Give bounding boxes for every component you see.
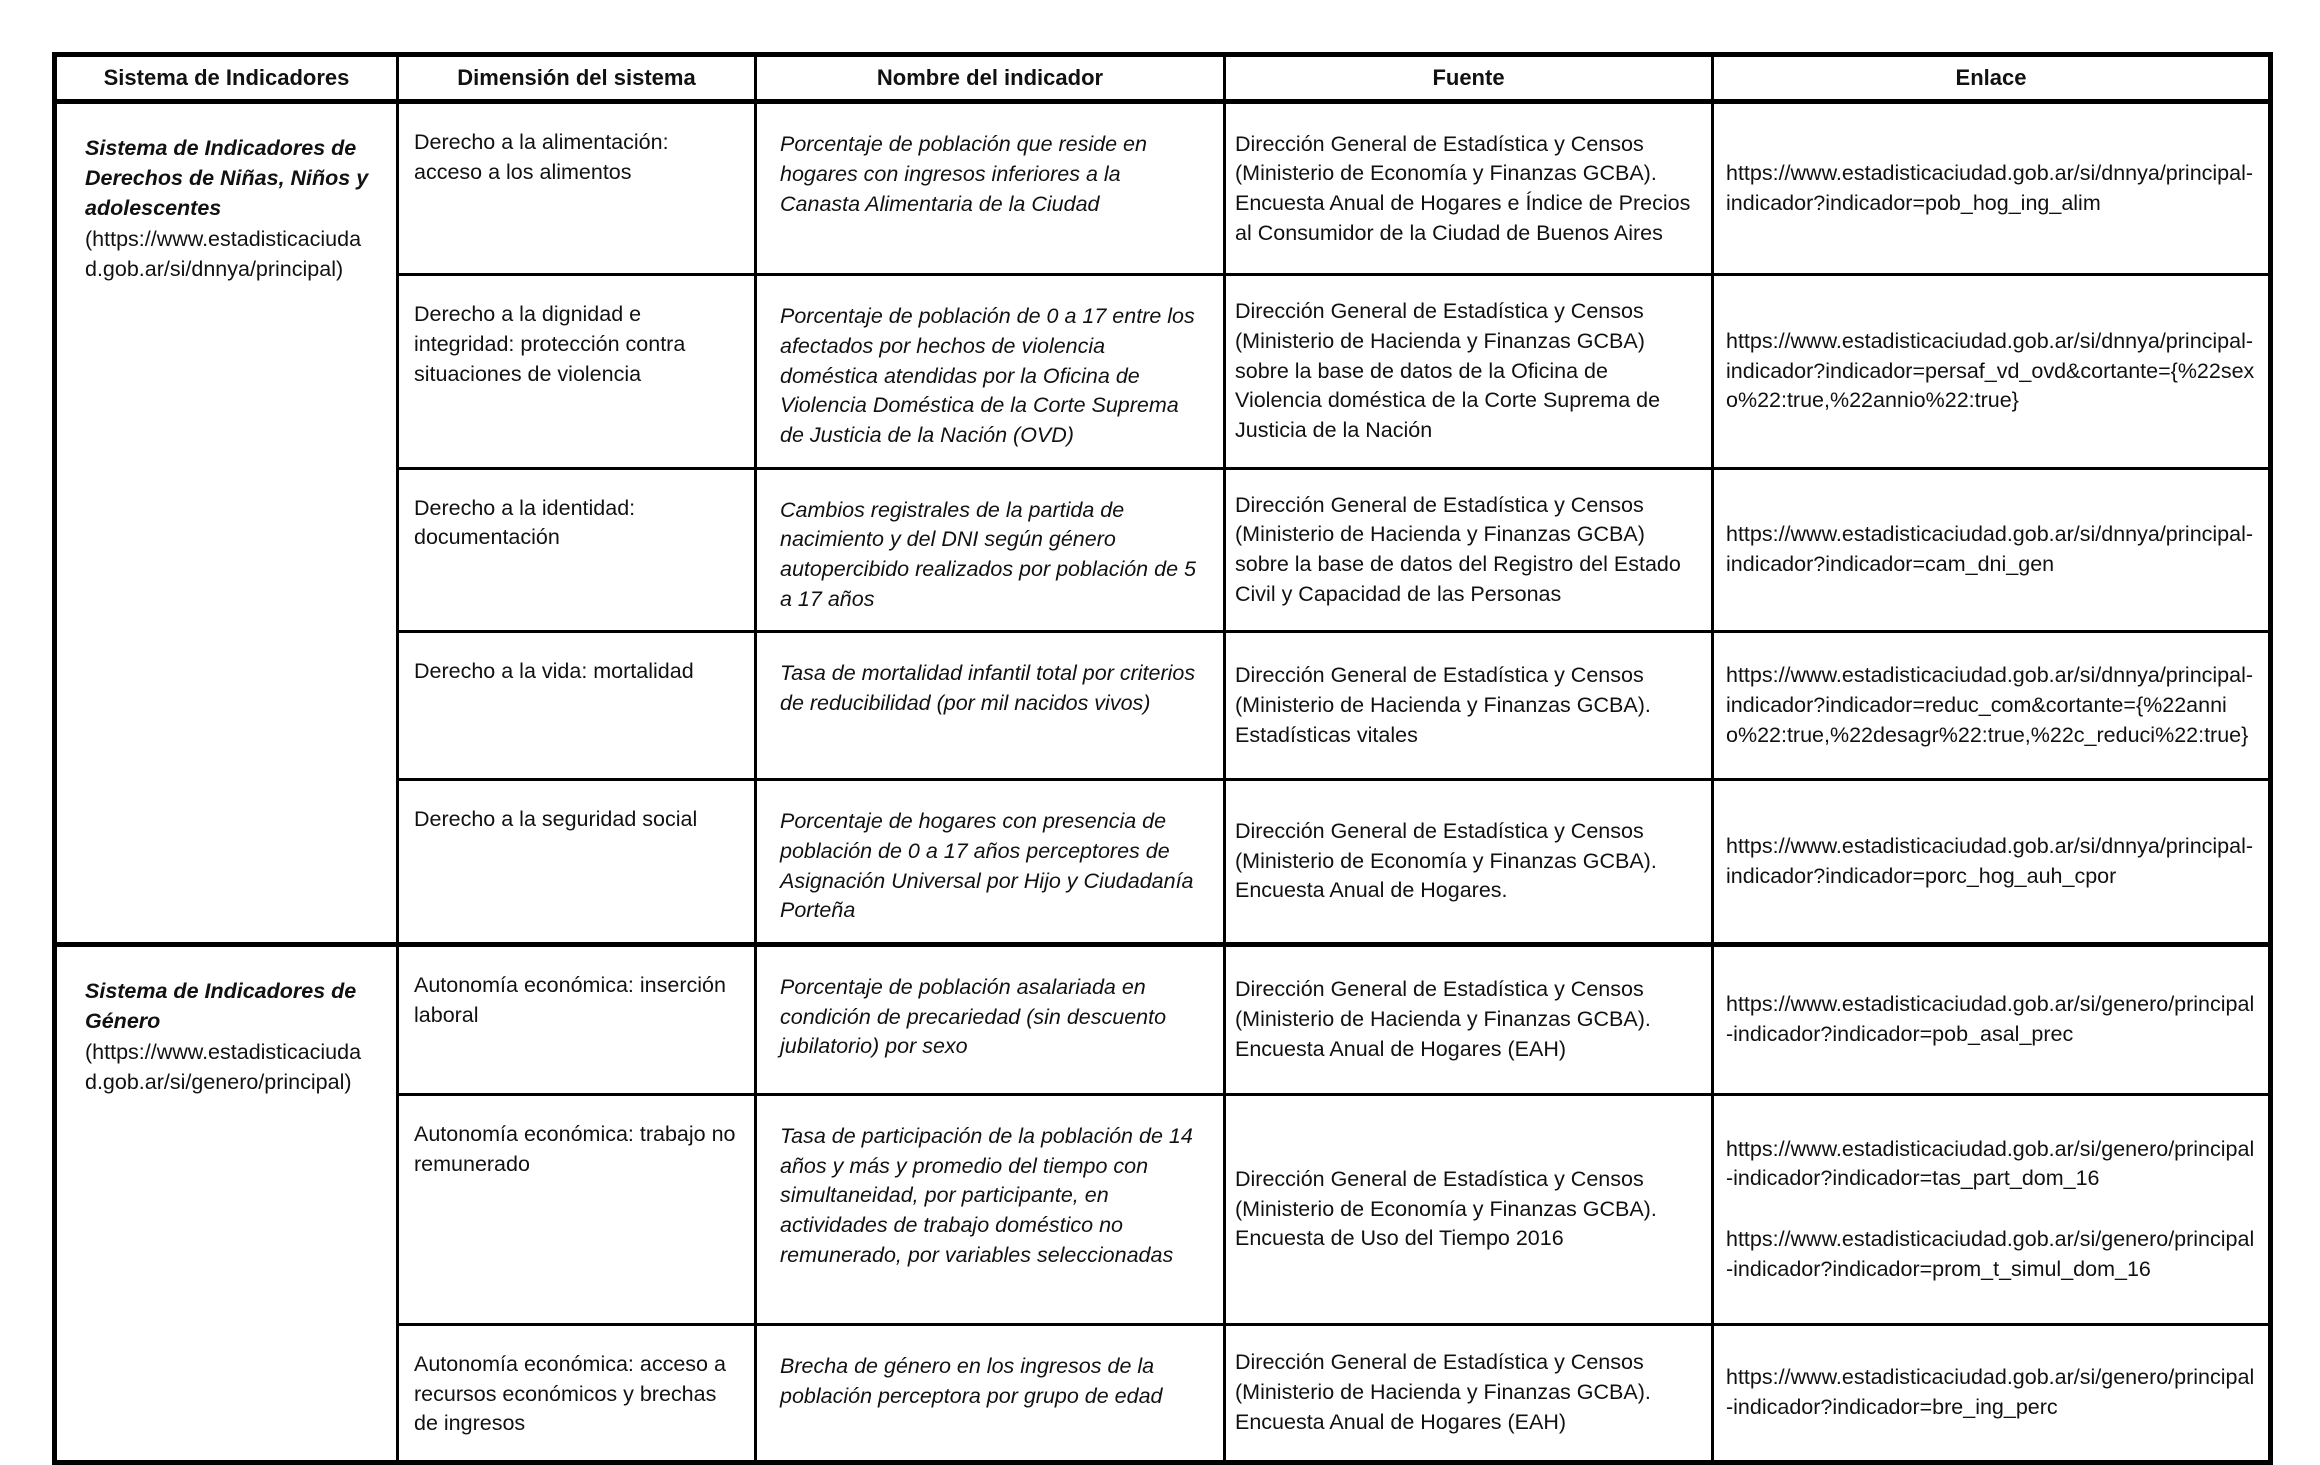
link-cell [1713,1094,2271,1324]
indicator-cell: Porcentaje de hogares con presencia de población de 0 a 17 años perceptores de Asignación Universal por Hijo y Ciudadanía Porteña [756,780,1225,945]
dimension-cell: Derecho a la dignidad e integridad: protección contra situaciones de violencia [398,275,756,468]
dimension-cell: Autonomía económica: inserción laboral [398,944,756,1094]
dimension-cell: Derecho a la alimentación: acceso a los alimentos [398,102,756,275]
indicator-cell: Porcentaje de población asalariada en condición de precariedad (sin descuento jubilatorio) por sexo [756,944,1225,1094]
source-cell: Dirección General de Estadística y Censos (Ministerio de Economía y Finanzas GCBA). Encuesta Anual de Hogares e Índice de Precios al Consumidor de la Ciudad de Buenos Aires [1225,102,1713,275]
link-cell [1713,102,2271,275]
dimension-cell: Autonomía económica: trabajo no remunerado [398,1094,756,1324]
link-cell [1713,780,2271,945]
system-name: Sistema de Indicadores de Derechos de Niñas, Niños y adolescentes [85,136,369,220]
dimension-cell: Derecho a la seguridad social [398,780,756,945]
col-header-enlace: Enlace [1713,55,2271,102]
col-header-dimension: Dimensión del sistema [398,55,756,102]
dimension-cell: Autonomía económica: acceso a recursos económicos y brechas de ingresos [398,1324,756,1462]
link-url: https://www.estadisticaciudad.gob.ar/si/genero/principal-indicador?indicador=prom_t_simul_dom_16 [1726,1226,2255,1281]
link-cell [1713,1324,2271,1462]
indicator-cell: Porcentaje de población que reside en hogares con ingresos inferiores a la Canasta Alimentaria de la Ciudad [756,102,1225,275]
source-cell: Dirección General de Estadística y Censos (Ministerio de Hacienda y Finanzas GCBA) sobre la base de datos de la Oficina de Violencia doméstica de la Corte Suprema de Justicia de la Nación [1225,275,1713,468]
link-cell [1713,632,2271,780]
system-url: (https://www.estadisticaciudad.gob.ar/si/dnnya/principal) [85,227,362,281]
col-header-indicador: Nombre del indicador [756,55,1225,102]
system-url: (https://www.estadisticaciudad.gob.ar/si/genero/principal) [85,1040,362,1094]
link-url: https://www.estadisticaciudad.gob.ar/si/genero/principal-indicador?indicador=bre_ing_perc [1726,1365,2255,1419]
system-cell-dnnya [55,102,398,945]
table-row [55,944,2271,1094]
link-cell [1713,944,2271,1094]
source-cell: Dirección General de Estadística y Censos (Ministerio de Hacienda y Finanzas GCBA). Encuesta Anual de Hogares (EAH) [1225,944,1713,1094]
link-url: https://www.estadisticaciudad.gob.ar/si/dnnya/principal-indicador?indicador=pob_hog_ing_alim [1726,161,2254,215]
source-cell: Dirección General de Estadística y Censos (Ministerio de Hacienda y Finanzas GCBA). Estadísticas vitales [1225,632,1713,780]
indicator-cell: Tasa de participación de la población de 14 años y más y promedio del tiempo con simultaneidad, por participante, en actividades de trabajo doméstico no remunerado, por variables seleccionadas [756,1094,1225,1324]
link-url: https://www.estadisticaciudad.gob.ar/si/dnnya/principal-indicador?indicador=reduc_com&cortante={%22annio%22:true,%22desagr%22:true,%22c_reduci%22:true} [1726,663,2254,747]
source-cell: Dirección General de Estadística y Censos (Ministerio de Economía y Finanzas GCBA). Encuesta Anual de Hogares. [1225,780,1713,945]
dimension-cell: Derecho a la identidad: documentación [398,468,756,632]
col-header-fuente: Fuente [1225,55,1713,102]
system-cell-genero [55,944,398,1462]
link-url: https://www.estadisticaciudad.gob.ar/si/genero/principal-indicador?indicador=tas_part_dom_16 [1726,1136,2255,1191]
link-url: https://www.estadisticaciudad.gob.ar/si/dnnya/principal-indicador?indicador=cam_dni_gen [1726,522,2254,576]
link-url: https://www.estadisticaciudad.gob.ar/si/genero/principal-indicador?indicador=pob_asal_prec [1726,992,2255,1046]
indicator-cell: Tasa de mortalidad infantil total por criterios de reducibilidad (por mil nacidos vivos) [756,632,1225,780]
source-cell: Dirección General de Estadística y Censos (Ministerio de Hacienda y Finanzas GCBA) sobre la base de datos del Registro del Estado Civil y Capacidad de las Personas [1225,468,1713,632]
dimension-cell: Derecho a la vida: mortalidad [398,632,756,780]
indicators-table [52,52,2273,1465]
link-cell [1713,468,2271,632]
col-header-sistema: Sistema de Indicadores [55,55,398,102]
system-name: Sistema de Indicadores de Género [85,978,357,1033]
indicator-cell: Brecha de género en los ingresos de la población perceptora por grupo de edad [756,1324,1225,1462]
table-row [55,102,2271,275]
link-cell [1713,275,2271,468]
header-row [55,55,2271,102]
source-cell: Dirección General de Estadística y Censos (Ministerio de Economía y Finanzas GCBA). Encuesta de Uso del Tiempo 2016 [1225,1094,1713,1324]
source-cell: Dirección General de Estadística y Censos (Ministerio de Hacienda y Finanzas GCBA). Encuesta Anual de Hogares (EAH) [1225,1324,1713,1462]
link-url: https://www.estadisticaciudad.gob.ar/si/dnnya/principal-indicador?indicador=persaf_vd_ovd&cortante={%22sexo%22:true,%22annio%22:true} [1726,329,2255,413]
link-url: https://www.estadisticaciudad.gob.ar/si/dnnya/principal-indicador?indicador=porc_hog_auh_cpor [1726,833,2254,888]
indicator-cell: Cambios registrales de la partida de nacimiento y del DNI según género autopercibido realizados por población de 5 a 17 años [756,468,1225,632]
indicator-cell: Porcentaje de población de 0 a 17 entre los afectados por hechos de violencia doméstica atendidas por la Oficina de Violencia Doméstica de la Corte Suprema de Justicia de la Nación (OVD) [756,275,1225,468]
